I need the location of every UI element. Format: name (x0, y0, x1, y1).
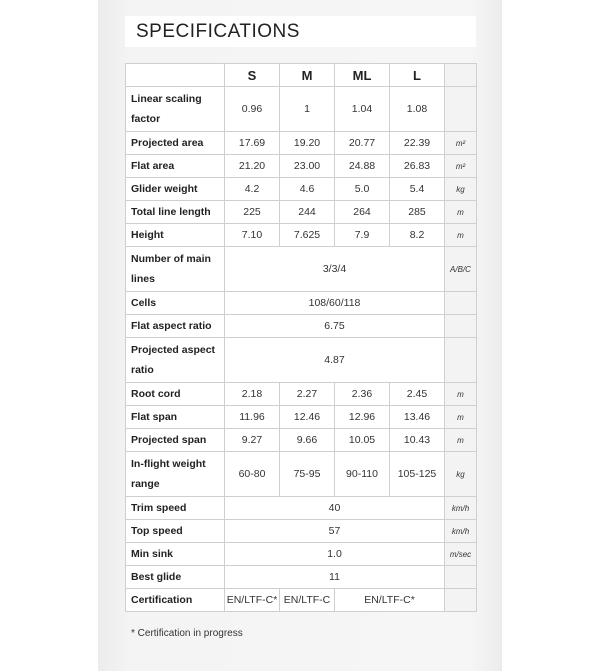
unit-cell (445, 292, 477, 315)
cell-value: 9.66 (280, 429, 335, 452)
cell-value: 24.88 (335, 155, 390, 178)
cell-value: 26.83 (390, 155, 445, 178)
row-label: Certification (126, 589, 225, 612)
row-label: Flat span (126, 406, 225, 429)
cell-value: 8.2 (390, 224, 445, 247)
table-row (126, 315, 477, 338)
footnote: * Certification in progress (131, 628, 243, 639)
cell-value: 6.75 (225, 315, 445, 338)
unit-header (445, 64, 477, 87)
table-row (126, 87, 477, 132)
unit-cell: A/B/C (445, 247, 477, 292)
row-label: Total line length (126, 201, 225, 224)
table-row (126, 589, 477, 612)
cell-value: 4.87 (225, 338, 445, 383)
cell-value: 5.0 (335, 178, 390, 201)
unit-cell: m² (445, 155, 477, 178)
unit-cell (445, 315, 477, 338)
cell-value: 4.2 (225, 178, 280, 201)
cell-value: 11 (225, 566, 445, 589)
cell-value: 1.04 (335, 87, 390, 132)
cell-value: 5.4 (390, 178, 445, 201)
cell-value: 23.00 (280, 155, 335, 178)
unit-cell: m (445, 201, 477, 224)
cell-value: 1.08 (390, 87, 445, 132)
section-title: SPECIFICATIONS (136, 21, 300, 42)
size-header: ML (335, 64, 390, 87)
size-header: M (280, 64, 335, 87)
cell-value: EN/LTF-C (280, 589, 335, 612)
unit-cell (445, 338, 477, 383)
row-label: Trim speed (126, 497, 225, 520)
table-row (126, 429, 477, 452)
table-row (126, 338, 477, 383)
cell-value: 2.18 (225, 383, 280, 406)
cell-value: 90-110 (335, 452, 390, 497)
unit-cell: km/h (445, 497, 477, 520)
cell-value: 13.46 (390, 406, 445, 429)
table-row (126, 247, 477, 292)
table-row (126, 292, 477, 315)
row-label: Flat area (126, 155, 225, 178)
section-heading (125, 16, 476, 47)
table-row (126, 406, 477, 429)
unit-cell: m² (445, 132, 477, 155)
row-label: Best glide (126, 566, 225, 589)
cell-value: 244 (280, 201, 335, 224)
cell-value: 20.77 (335, 132, 390, 155)
table-row (126, 178, 477, 201)
cell-value: 3/3/4 (225, 247, 445, 292)
specifications-table (125, 63, 477, 612)
unit-cell: m (445, 429, 477, 452)
table-row (126, 383, 477, 406)
table-row (126, 155, 477, 178)
cell-value: 1.0 (225, 543, 445, 566)
cell-value: 19.20 (280, 132, 335, 155)
cell-value: 60-80 (225, 452, 280, 497)
row-label: Linear scaling factor (126, 87, 225, 132)
unit-cell: m/sec (445, 543, 477, 566)
cell-value: 12.46 (280, 406, 335, 429)
cell-value: 11.96 (225, 406, 280, 429)
unit-cell: kg (445, 452, 477, 497)
table-row (126, 497, 477, 520)
cell-value: 7.9 (335, 224, 390, 247)
row-label: Projected span (126, 429, 225, 452)
row-label: Min sink (126, 543, 225, 566)
row-label: Height (126, 224, 225, 247)
row-label: Projected area (126, 132, 225, 155)
cell-value: 7.10 (225, 224, 280, 247)
cell-value: 75-95 (280, 452, 335, 497)
row-label: Cells (126, 292, 225, 315)
cell-value: EN/LTF-C* (335, 589, 445, 612)
table-row (126, 566, 477, 589)
unit-cell (445, 87, 477, 132)
row-label: Root cord (126, 383, 225, 406)
unit-cell: kg (445, 178, 477, 201)
table-row (126, 543, 477, 566)
table-row (126, 201, 477, 224)
header-blank (126, 64, 225, 87)
unit-cell: km/h (445, 520, 477, 543)
cell-value: 4.6 (280, 178, 335, 201)
unit-cell: m (445, 383, 477, 406)
table-row (126, 520, 477, 543)
table-header-row (126, 64, 477, 87)
cell-value: 7.625 (280, 224, 335, 247)
unit-cell (445, 566, 477, 589)
cell-value: 9.27 (225, 429, 280, 452)
table-row (126, 132, 477, 155)
cell-value: 2.27 (280, 383, 335, 406)
cell-value: 108/60/118 (225, 292, 445, 315)
cell-value: 264 (335, 201, 390, 224)
cell-value: 225 (225, 201, 280, 224)
cell-value: 2.36 (335, 383, 390, 406)
row-label: Glider weight (126, 178, 225, 201)
cell-value: 40 (225, 497, 445, 520)
cell-value: 10.05 (335, 429, 390, 452)
cell-value: 0.96 (225, 87, 280, 132)
cell-value: 2.45 (390, 383, 445, 406)
table-row (126, 224, 477, 247)
size-header: L (390, 64, 445, 87)
size-header: S (225, 64, 280, 87)
table-row (126, 452, 477, 497)
unit-cell: m (445, 406, 477, 429)
row-label: Number of main lines (126, 247, 225, 292)
cell-value: 10.43 (390, 429, 445, 452)
unit-cell (445, 589, 477, 612)
unit-cell: m (445, 224, 477, 247)
row-label: In-flight weight range (126, 452, 225, 497)
cell-value: 57 (225, 520, 445, 543)
row-label: Flat aspect ratio (126, 315, 225, 338)
cell-value: 22.39 (390, 132, 445, 155)
cell-value: 12.96 (335, 406, 390, 429)
cell-value: 1 (280, 87, 335, 132)
cell-value: 105-125 (390, 452, 445, 497)
cell-value: 17.69 (225, 132, 280, 155)
row-label: Top speed (126, 520, 225, 543)
cell-value: 285 (390, 201, 445, 224)
cell-value: 21.20 (225, 155, 280, 178)
cell-value: EN/LTF-C* (225, 589, 280, 612)
row-label: Projected aspect ratio (126, 338, 225, 383)
